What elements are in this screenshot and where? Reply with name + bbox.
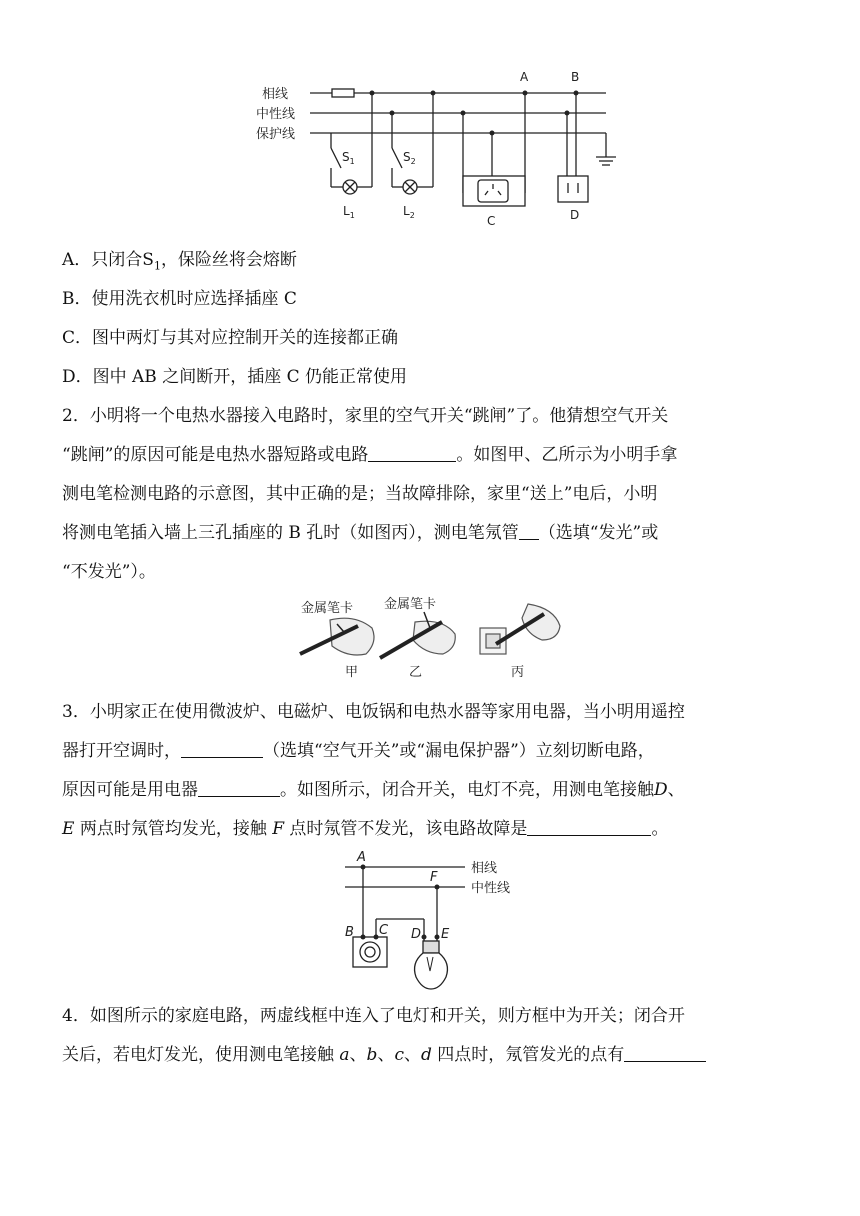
caption-bing: 丙 — [511, 665, 525, 680]
switch-label-s1: $S_1$ — [342, 150, 355, 166]
point-label-b: B — [345, 925, 354, 940]
switch-label-s2: $S_2$ — [403, 150, 416, 166]
q3-line-3: 原因可能是用电器 。如图所示，闭合开关，电灯不亮，用测电笔接触D、 — [62, 780, 685, 800]
point-label-b: B — [571, 70, 580, 84]
wire-label-neutral: 中性线 — [256, 107, 296, 122]
point-label-c: C — [379, 923, 389, 938]
q4-line-1: 4．如图所示的家庭电路，两虚线框中连入了电灯和开关，则方框中为开关；闭合开 — [62, 1006, 685, 1026]
q2-line-3: 测电笔检测电路的示意图，其中正确的是；当故障排除，家里“送上”电后，小明 — [62, 484, 658, 504]
two-hole-socket — [558, 176, 588, 202]
pen-clip-label-2: 金属笔卡 — [384, 597, 437, 612]
option-d: D．图中 AB 之间断开，插座 C 仍能正常使用 — [62, 367, 408, 387]
test-pen-figure — [0, 592, 860, 682]
q3-line-4: E 两点时氖管均发光，接触 F 点时氖管不发光，该电路故障是 。 — [62, 819, 669, 839]
q3-line-1: 3．小明家正在使用微波炉、电磁炉、电饭锅和电热水器等家用电器，当小明用遥控 — [62, 702, 685, 722]
wire-label-live: 相线 — [262, 87, 289, 102]
point-label-f: F — [430, 870, 438, 885]
circuit-diagram-1 — [0, 0, 860, 240]
circuit-diagram-2 — [0, 845, 860, 995]
point-label-c: C — [487, 214, 496, 228]
q3-line-2: 器打开空调时， （选填“空气开关”或“漏电保护器”）立刻切断电路， — [62, 741, 655, 761]
answer-blank[interactable] — [368, 461, 456, 462]
q2-line-4: 将测电笔插入墙上三孔插座的 B 孔时（如图丙），测电笔氖管 （选填“发光”或 — [62, 523, 659, 543]
answer-blank[interactable] — [519, 539, 539, 540]
point-label-d: D — [411, 927, 422, 942]
option-b: B．使用洗衣机时应选择插座 C — [62, 289, 297, 309]
pen-clip-label-1: 金属笔卡 — [301, 601, 354, 616]
point-label-e: E — [441, 927, 450, 942]
lamp-label-l2: $L_2$ — [403, 204, 415, 220]
answer-blank[interactable] — [624, 1061, 706, 1062]
bulb-icon — [415, 953, 448, 989]
point-label-d: D — [570, 208, 580, 222]
q2-line-5: “不发光”）。 — [62, 562, 156, 582]
option-c: C．图中两灯与其对应控制开关的连接都正确 — [62, 328, 399, 348]
lamp-label-l1: $L_1$ — [343, 204, 355, 220]
answer-blank[interactable] — [181, 757, 263, 758]
caption-yi: 乙 — [409, 665, 423, 680]
caption-jia: 甲 — [345, 665, 359, 680]
answer-blank[interactable] — [527, 835, 651, 836]
point-label-a: A — [357, 850, 366, 865]
fuse — [332, 89, 354, 97]
wire-label-live: 相线 — [471, 861, 498, 876]
wire-label-neutral: 中性线 — [471, 881, 511, 896]
answer-blank[interactable] — [198, 796, 280, 797]
q4-line-2: 关后，若电灯发光，使用测电笔接触 a、b、c、d 四点时，氖管发光的点有 — [62, 1040, 706, 1065]
wire-label-ground: 保护线 — [256, 127, 296, 142]
q2-line-2: “跳闸”的原因可能是电热水器短路或电路 。如图甲、乙所示为小明手拿 — [62, 445, 678, 465]
point-label-a: A — [520, 70, 529, 84]
option-a: A．只闭合$S_1$，保险丝将会熔断 — [62, 250, 297, 273]
q2-line-1: 2．小明将一个电热水器接入电路时，家里的空气开关“跳闸”了。他猜想空气开关 — [62, 406, 669, 426]
